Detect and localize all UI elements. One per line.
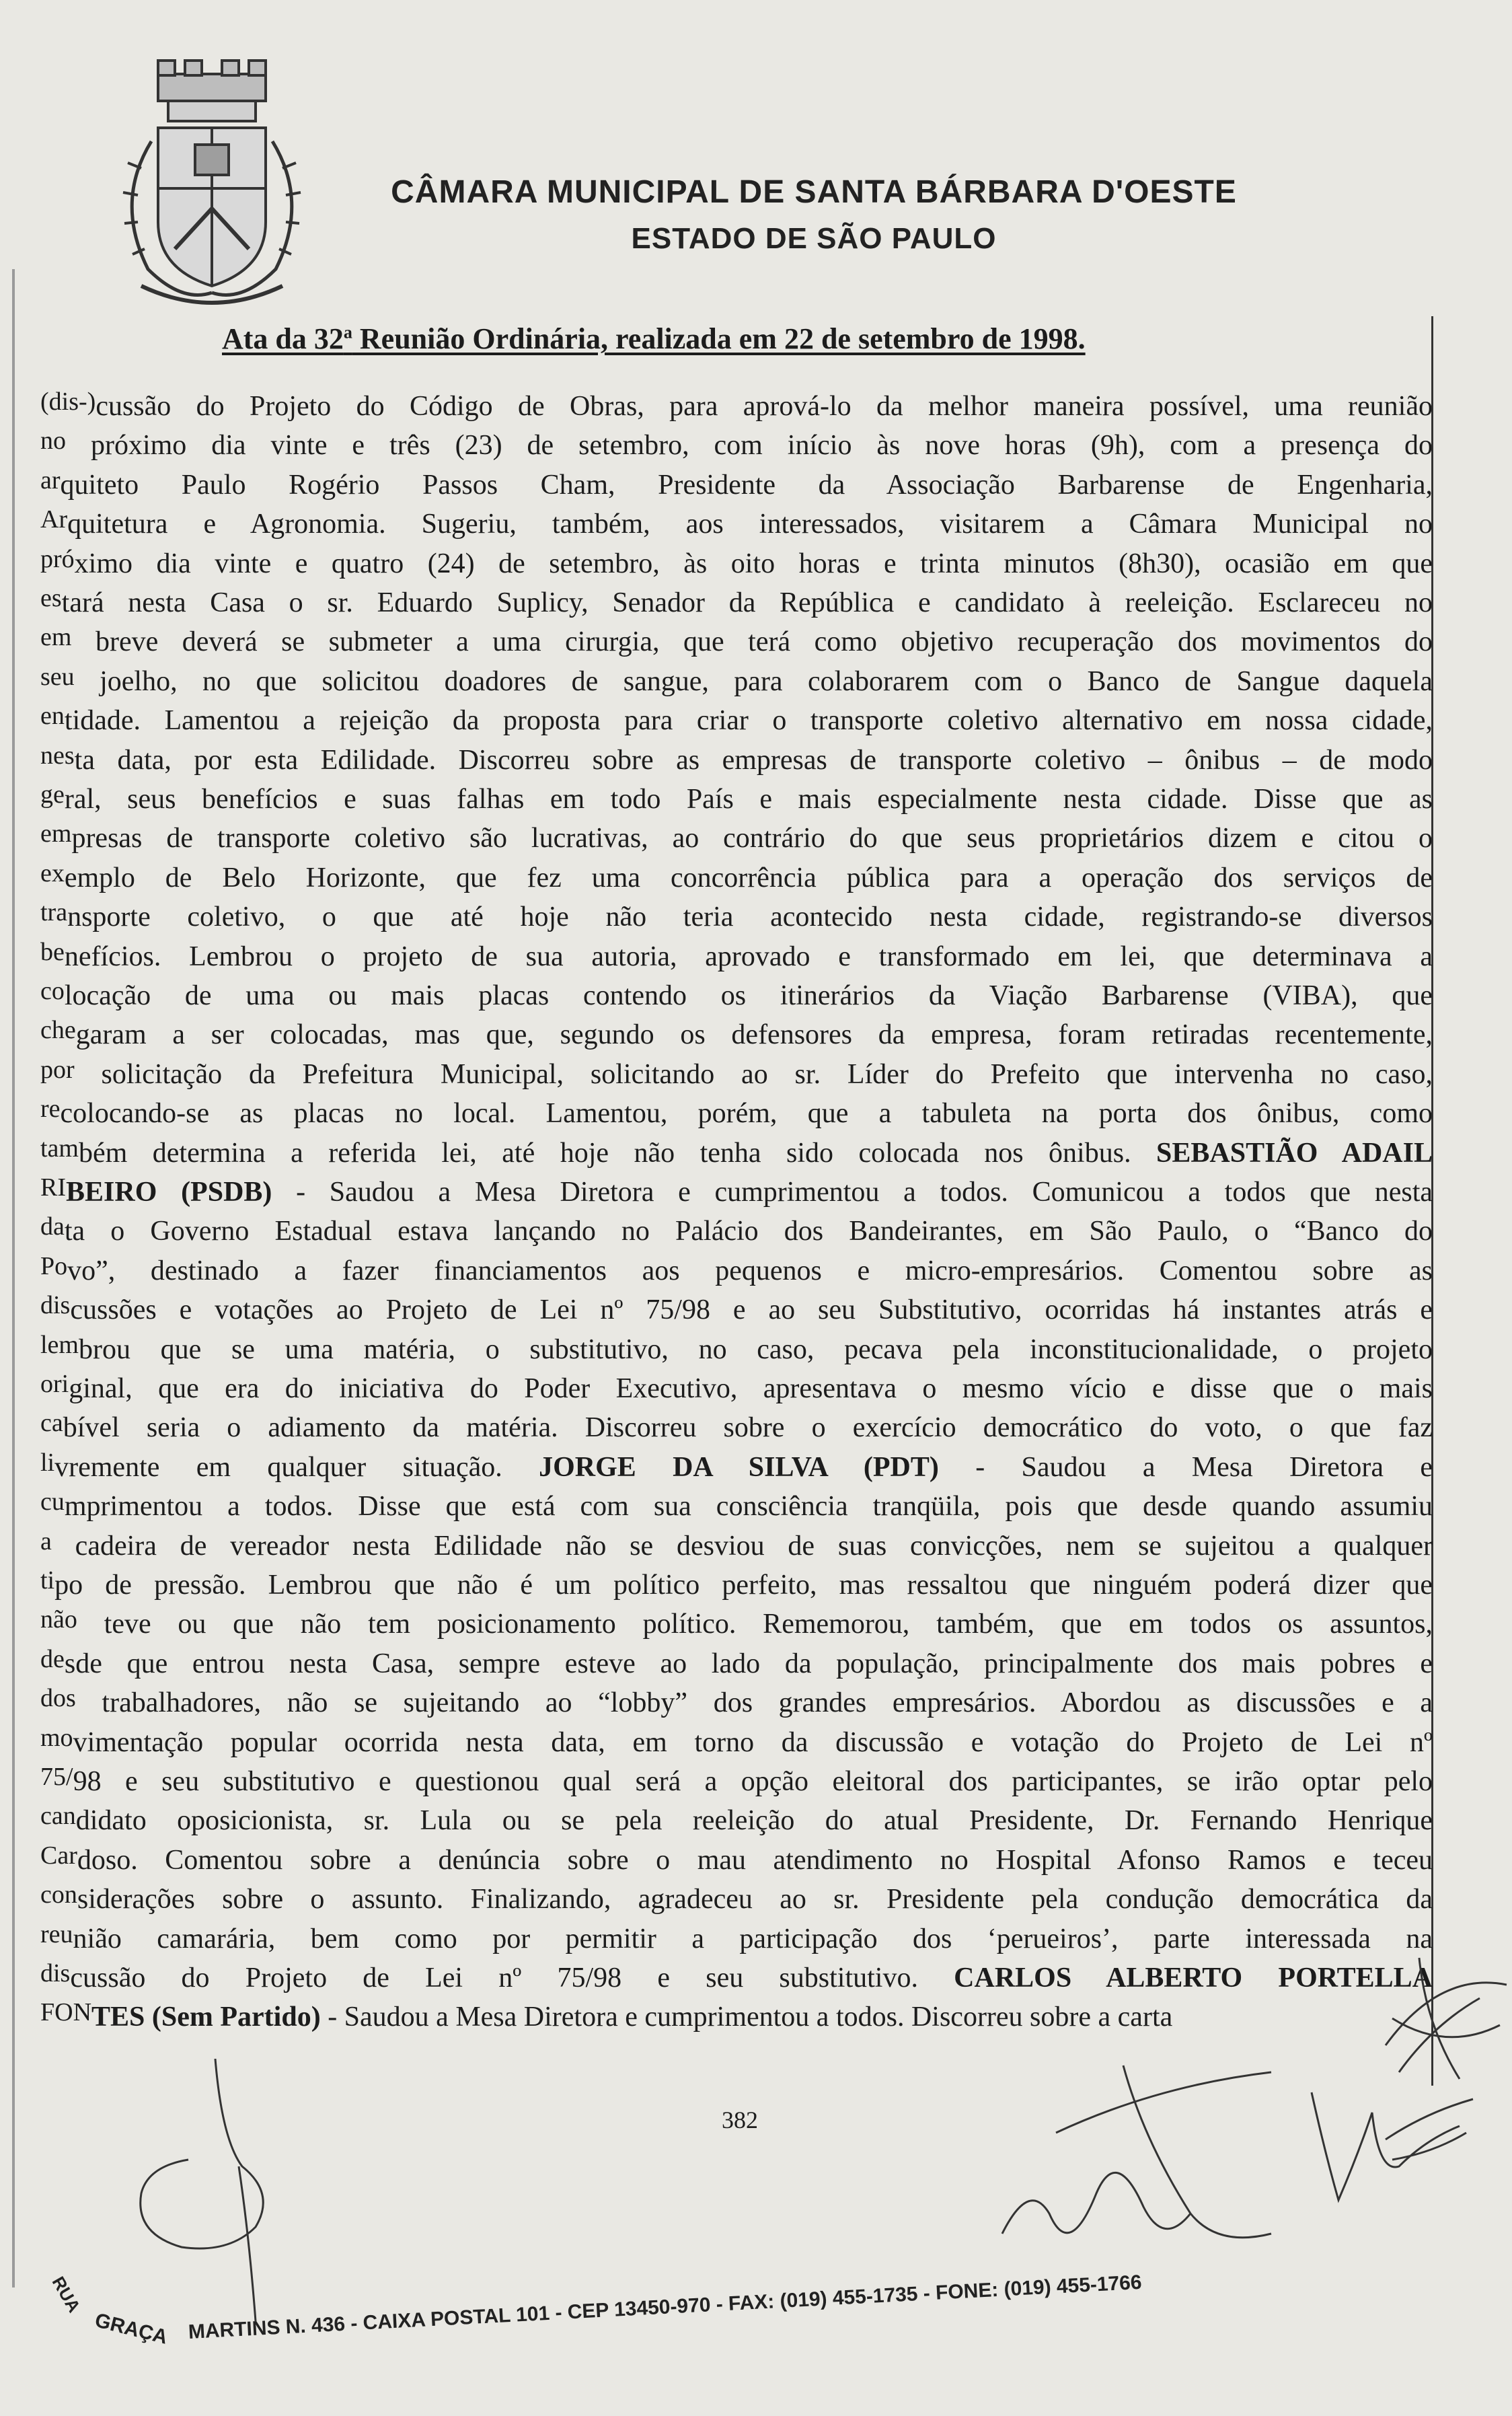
text-line: [40, 1173, 1433, 1212]
text-line: [40, 1841, 1433, 1880]
line-text: locação de uma ou mais placas contendo os itinerários da Viação Barbarense (VIBA), que: [64, 980, 1433, 1011]
line-text: nsporte coletivo, o que até hoje não teria acontecido nesta cidade, registrando-se diversos: [67, 902, 1433, 933]
text-line: [40, 1919, 1433, 1959]
line-lead-fragment: che: [40, 1016, 76, 1045]
text-line: [40, 622, 1433, 661]
text-line: [40, 976, 1433, 1015]
line-text: nefícios. Lembrou o projeto de sua autoria, aprovado e transformado em lei, que determinava a: [64, 941, 1433, 972]
footer-graca: GRAÇA: [92, 2309, 170, 2349]
line-text: teve ou que não tem posicionamento político. Rememorou, também, que em todos os assuntos,: [77, 1609, 1433, 1640]
minutes-title: [222, 322, 1086, 356]
title-ordinal-sup: a: [343, 322, 352, 342]
line-text: bém determina a referida lei, até hoje não tenha sido colocada nos ônibus.: [78, 1137, 1157, 1169]
speaker-name: BEIRO (PSDB): [66, 1177, 272, 1208]
line-lead-fragment: re: [40, 1095, 61, 1124]
text-line: [40, 1487, 1433, 1526]
text-line: [40, 819, 1433, 858]
line-text: vremente em qualquer situação.: [54, 1451, 539, 1483]
line-lead-fragment: reu: [40, 1919, 73, 1948]
line-lead-fragment: dis: [40, 1959, 71, 1987]
line-text: ta o Governo Estadual estava lançando no Palácio dos Bandeirantes, em São Paulo, o “Banco do: [64, 1216, 1433, 1247]
line-lead-fragment: tra: [40, 898, 68, 927]
line-lead-fragment: no: [40, 427, 66, 455]
text-line: [40, 1212, 1433, 1251]
text-line: [40, 426, 1433, 465]
line-text: mprimentou a todos. Disse que está com sua consciência tranqüila, pois que desde quando assumiu: [64, 1491, 1433, 1523]
minutes-body-text: [40, 387, 1433, 2033]
line-lead-fragment: nes: [40, 741, 75, 770]
text-line: [40, 1880, 1433, 1919]
line-text: cussões e votações ao Projeto de Lei nº 75/98 e ao seu Substitutivo, ocorridas há instantes atrás e: [70, 1294, 1433, 1326]
line-lead-fragment: 75/: [40, 1763, 73, 1791]
line-lead-fragment: não: [40, 1605, 77, 1634]
text-line: [40, 1015, 1433, 1054]
text-line: [40, 1959, 1433, 1998]
text-line: [40, 858, 1433, 898]
line-lead-fragment: em: [40, 819, 72, 848]
text-line: [40, 1762, 1433, 1801]
handwritten-signature-center: [989, 2059, 1338, 2281]
text-line: [40, 1644, 1433, 1683]
line-lead-fragment: co: [40, 977, 65, 1005]
text-line: [40, 1448, 1433, 1487]
text-line: [40, 544, 1433, 583]
line-text: emplo de Belo Horizonte, que fez uma concorrência pública para a operação dos serviços de: [64, 862, 1433, 893]
line-text: cussão do Projeto de Lei nº 75/98 e seu substitutivo.: [70, 1963, 954, 1993]
municipal-crest-icon: [101, 54, 323, 316]
line-lead-fragment: tam: [40, 1134, 79, 1163]
text-line: [40, 1605, 1433, 1644]
text-line: [40, 1330, 1433, 1369]
line-lead-fragment: en: [40, 702, 65, 731]
text-line: [40, 1134, 1433, 1173]
handwritten-signature-left: [121, 2059, 296, 2321]
line-text: cussão do Projeto do Código de Obras, para aprová-lo da melhor maneira possível, uma reunião: [96, 391, 1433, 422]
text-line: [40, 1369, 1433, 1408]
line-text: - Saudou a Mesa Diretora e cumprimentou a todos. Comunicou a todos que nesta: [272, 1177, 1433, 1208]
line-lead-fragment: dos: [40, 1684, 76, 1713]
line-lead-fragment: da: [40, 1212, 65, 1241]
line-lead-fragment: ca: [40, 1409, 63, 1438]
line-lead-fragment: RI: [40, 1173, 66, 1202]
text-line: [40, 1801, 1433, 1840]
line-lead-fragment: be: [40, 937, 65, 966]
line-lead-fragment: ti: [40, 1566, 55, 1595]
line-text: siderações sobre o assunto. Finalizando, agradeceu ao sr. Presidente pela condução democrática da: [77, 1884, 1433, 1915]
line-lead-fragment: mo: [40, 1723, 73, 1752]
text-line: [40, 1527, 1433, 1566]
line-lead-fragment: lem: [40, 1330, 79, 1359]
speaker-name: CARLOS ALBERTO PORTELLA: [954, 1963, 1433, 1993]
text-line: [40, 1290, 1433, 1329]
line-lead-fragment: (dis-): [40, 388, 96, 416]
line-lead-fragment: cu: [40, 1488, 65, 1516]
handwritten-signature-right: [1298, 2072, 1480, 2227]
text-line: [40, 741, 1433, 780]
page-number: 382: [722, 2107, 758, 2133]
line-text: ral, seus benefícios e suas falhas em todo País e mais especialmente nesta cidade. Disse que as: [64, 784, 1433, 815]
text-line: [40, 1683, 1433, 1722]
header-state-name: ESTADO DE SÃO PAULO: [631, 222, 997, 255]
text-line: [40, 505, 1433, 544]
line-lead-fragment: es: [40, 584, 62, 612]
line-lead-fragment: ori: [40, 1370, 69, 1398]
line-text: po de pressão. Lembrou que não é um político perfeito, mas ressaltou que ninguém poderá dizer que: [54, 1570, 1433, 1601]
line-lead-fragment: li: [40, 1448, 55, 1477]
line-text: - Saudou a Mesa Diretora e cumprimentou a todos. Discorreu sobre a carta: [320, 2002, 1173, 2033]
line-text: doso. Comentou sobre a denúncia sobre o mau atendimento no Hospital Afonso Ramos e teceu: [77, 1844, 1433, 1876]
text-line: [40, 583, 1433, 622]
line-text: tará nesta Casa o sr. Eduardo Suplicy, Senador da República e candidato à reeleição. Esclareceu no: [61, 587, 1433, 618]
line-text: vo”, destinado a fazer financiamentos aos pequenos e micro-empresários. Comentou sobre as: [67, 1255, 1433, 1286]
speaker-name: SEBASTIÃO ADAIL: [1156, 1137, 1433, 1169]
line-lead-fragment: dis: [40, 1291, 71, 1320]
line-text: colocando-se as placas no local. Lamentou, porém, que a tabuleta na porta dos ônibus, como: [60, 1098, 1433, 1130]
line-text: solicitação da Prefeitura Municipal, solicitando ao sr. Líder do Prefeito que intervenha no caso,: [74, 1058, 1433, 1090]
footer-address: [47, 2271, 1460, 2392]
text-line: [40, 1566, 1433, 1605]
line-text: vimentação popular ocorrida nesta data, em torno da discussão e votação do Projeto de Lei nº: [73, 1726, 1433, 1758]
line-text: ta data, por esta Edilidade. Discorreu sobre as empresas de transporte coletivo – ônibus – de modo: [74, 744, 1433, 776]
text-line: [40, 1251, 1433, 1290]
text-line: [40, 387, 1433, 426]
text-line: [40, 662, 1433, 701]
line-text: quitetura e Agronomia. Sugeriu, também, aos interessados, visitarem a Câmara Municipal no: [67, 509, 1433, 540]
speaker-name: TES (Sem Partido): [91, 2002, 321, 2033]
speaker-name: JORGE DA SILVA (PDT): [539, 1451, 939, 1483]
line-lead-fragment: ar: [40, 466, 61, 495]
line-text: brou que se uma matéria, o substitutivo, no caso, pecava pela inconstitucionalidade, o projeto: [78, 1333, 1433, 1365]
line-lead-fragment: por: [40, 1055, 75, 1084]
line-text: nião camarária, bem como por permitir a participação dos ‘perueiros’, parte interessada na: [73, 1923, 1433, 1954]
line-text: ginal, que era do iniciativa do Poder Executivo, apresentava o mesmo vício e disse que o mais: [69, 1373, 1433, 1404]
line-lead-fragment: ge: [40, 780, 65, 809]
footer-rua: RUA: [48, 2273, 85, 2316]
text-line: [40, 1094, 1433, 1133]
line-text: cadeira de vereador nesta Edilidade não se desviou de suas convicções, nem se sujeitou a qualquer: [51, 1530, 1433, 1562]
text-line: [40, 701, 1433, 740]
line-lead-fragment: can: [40, 1802, 76, 1831]
header-chamber-name: CÂMARA MUNICIPAL DE SANTA BÁRBARA D'OESTE: [391, 174, 1237, 210]
text-line: [40, 937, 1433, 976]
line-lead-fragment: em: [40, 623, 72, 652]
line-text: tidade. Lamentou a rejeição da proposta para criar o transporte coletivo alternativo em nossa cidade,: [64, 705, 1433, 737]
footer-address-contact: MARTINS N. 436 - CAIXA POSTAL 101 - CEP 13450-970 - FAX: (019) 455-1735 - FONE: (019) 455-1766: [188, 2271, 1143, 2343]
text-line: [40, 1723, 1433, 1762]
title-text-end: Reunião Ordinária, realizada em 22 de setembro de 1998.: [352, 322, 1086, 355]
line-lead-fragment: con: [40, 1880, 77, 1909]
line-text: 98 e seu substitutivo e questionou qual será a opção eleitoral dos participantes, se irão optar pelo: [73, 1766, 1433, 1797]
line-text: presas de transporte coletivo são lucrativas, ao contrário do que seus proprietários dizem e citou o: [71, 823, 1433, 854]
left-edge-shadow: [12, 269, 15, 2287]
line-lead-fragment: Po: [40, 1251, 68, 1280]
line-text: bível seria o adiamento da matéria. Discorreu sobre o exercício democrático do voto, o que faz: [63, 1412, 1433, 1444]
line-lead-fragment: Car: [40, 1841, 77, 1870]
text-line: [40, 1408, 1433, 1447]
line-text: próximo dia vinte e três (23) de setembro, com início às nove horas (9h), com a presença do: [66, 430, 1433, 462]
text-line: [40, 1998, 1433, 2037]
line-text: sde que entrou nesta Casa, sempre esteve ao lado da população, principalmente dos mais pobres e: [64, 1648, 1433, 1679]
text-line: [40, 780, 1433, 819]
line-lead-fragment: ex: [40, 858, 65, 887]
line-text: quiteto Paulo Rogério Passos Cham, Presidente da Associação Barbarense de Engenharia,: [60, 469, 1433, 501]
line-text: didato oposicionista, sr. Lula ou se pela reeleição do atual Presidente, Dr. Fernando Henrique: [75, 1805, 1433, 1837]
text-line: [40, 1055, 1433, 1094]
text-line: [40, 898, 1433, 937]
line-lead-fragment: Ar: [40, 505, 68, 534]
line-lead-fragment: FON: [40, 1998, 92, 2027]
line-lead-fragment: de: [40, 1644, 65, 1673]
line-text: trabalhadores, não se sujeitando ao “lobby” dos grandes empresários. Abordou as discussões e a: [75, 1687, 1433, 1719]
title-text-start: Ata da 32: [222, 322, 344, 355]
line-lead-fragment: pró: [40, 544, 75, 573]
line-lead-fragment: seu: [40, 662, 75, 691]
line-lead-fragment: a: [40, 1527, 52, 1555]
line-text: joelho, no que solicitou doadores de sangue, para colaborarem com o Banco de Sangue daquela: [74, 665, 1433, 697]
text-line: [40, 466, 1433, 505]
line-text: ximo dia vinte e quatro (24) de setembro, às oito horas e trinta minutos (8h30), ocasião em que: [74, 548, 1433, 579]
line-text: breve deverá se submeter a uma cirurgia, que terá como objetivo recuperação dos movimentos do: [71, 626, 1433, 658]
line-text: - Saudou a Mesa Diretora e: [938, 1451, 1433, 1483]
line-text: garam a ser colocadas, mas que, segundo os defensores da empresa, foram retiradas recentemente,: [75, 1019, 1433, 1051]
